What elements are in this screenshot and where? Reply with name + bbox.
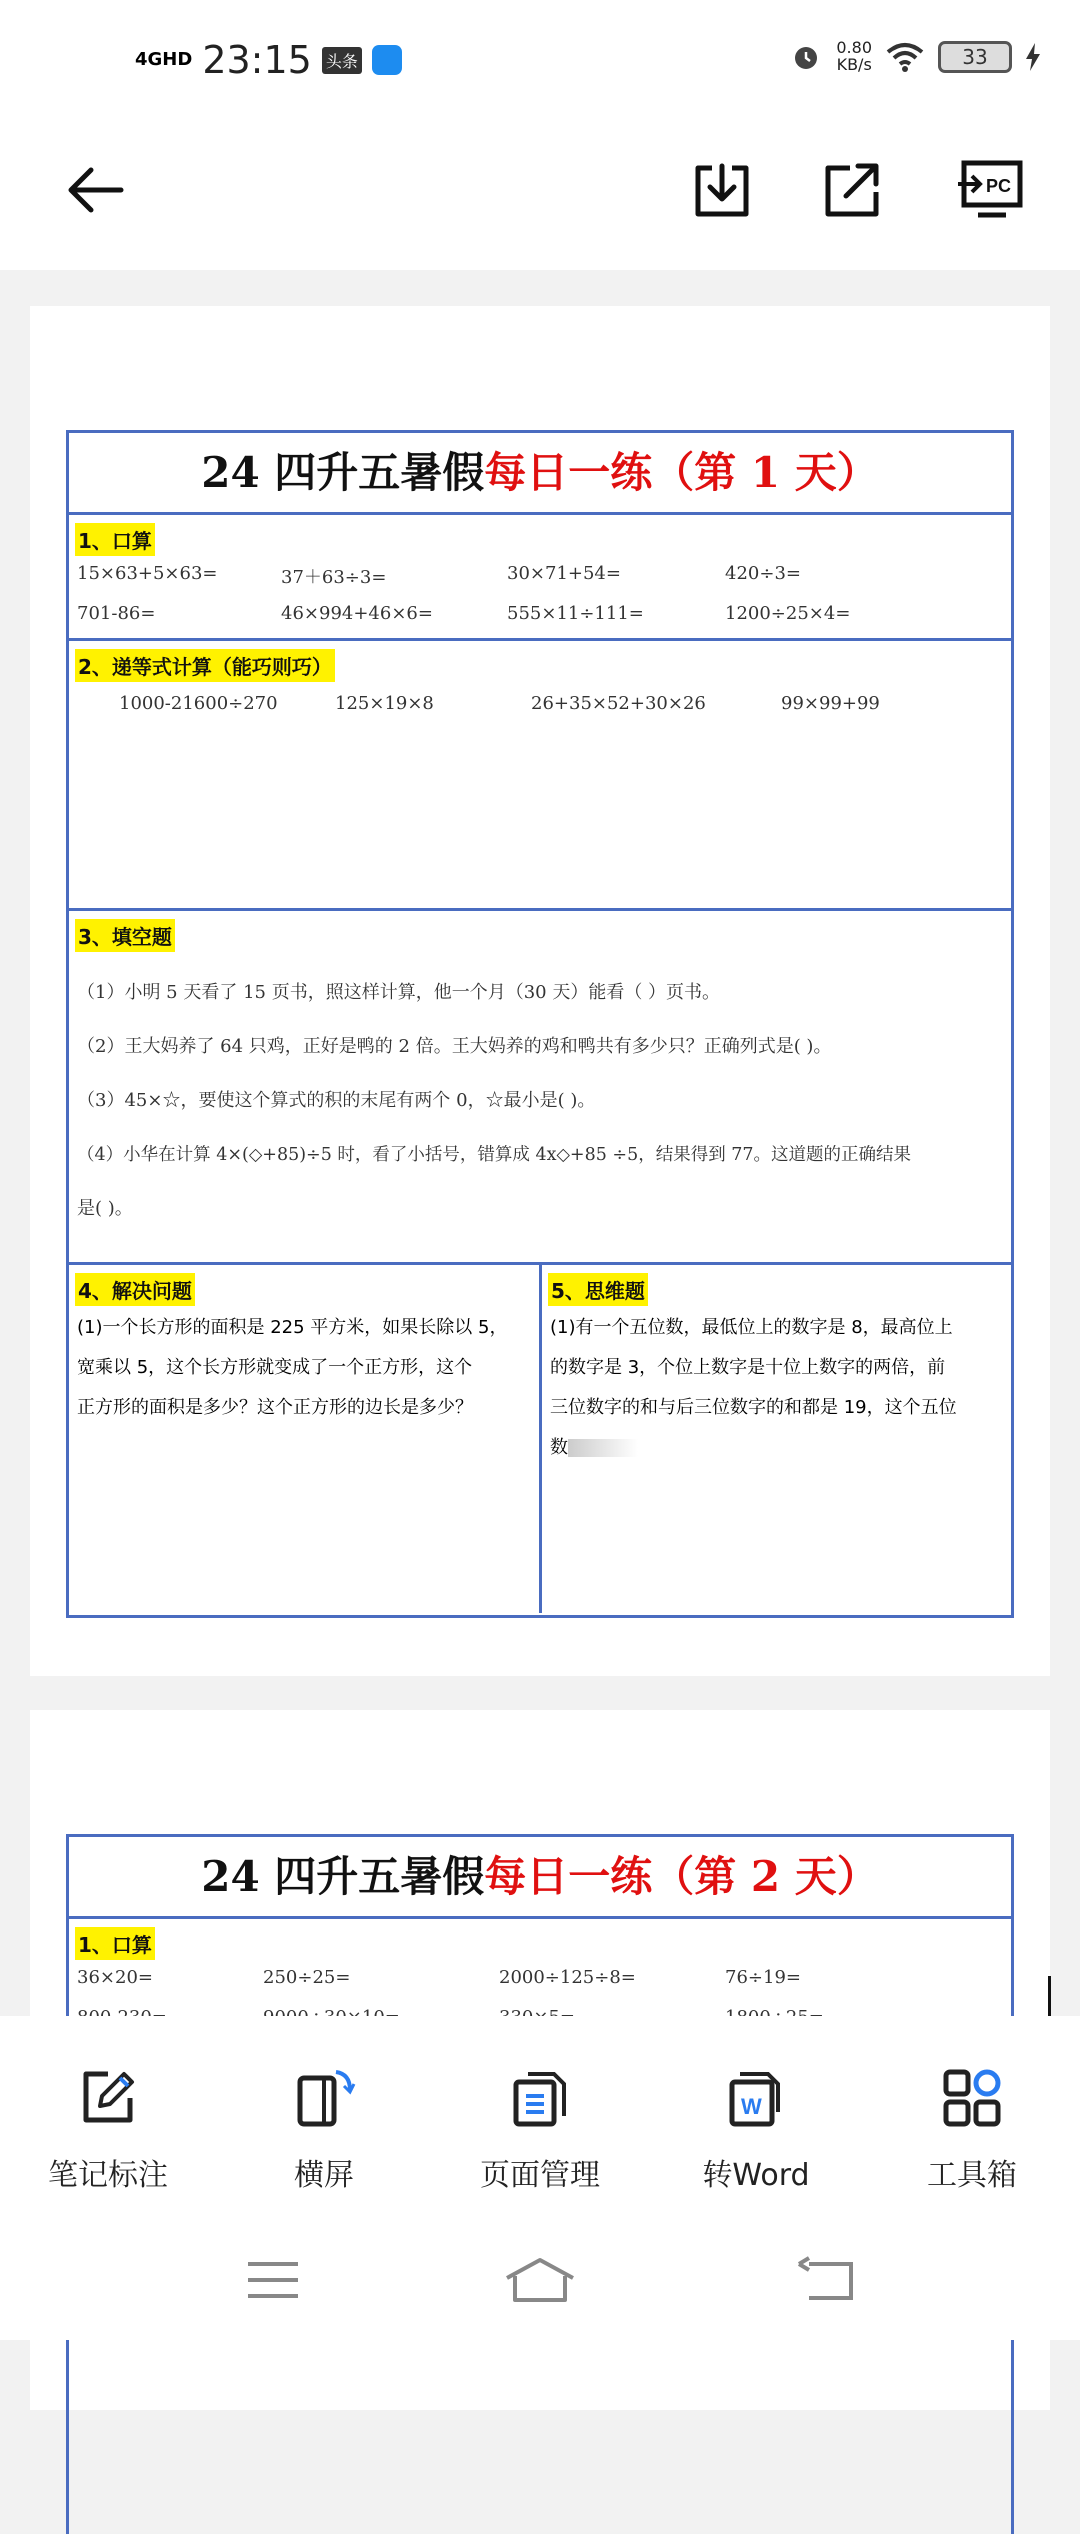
section-heading: 2、递等式计算（能巧则巧） — [75, 649, 335, 682]
problem: 76÷19= — [725, 1967, 801, 1988]
section-heading: 3、填空题 — [75, 919, 175, 952]
worksheet-title: 24 四升五暑假每日一练（第 2 天） — [69, 1837, 1011, 1919]
bottom-toolbar — [0, 2016, 1080, 2210]
svg-text:W: W — [741, 2094, 762, 2119]
app-notification-icon — [372, 45, 402, 75]
problem: 250÷25= — [263, 1967, 351, 1988]
problem-text-partial: 数 — [542, 1428, 1011, 1468]
page-manage-icon — [508, 2066, 572, 2130]
home-icon — [505, 2256, 575, 2304]
question: （3）45×☆，要使这个算式的积的末尾有两个 0，☆最小是( )。 — [77, 1090, 596, 1111]
note-edit-icon — [76, 2066, 140, 2130]
problem: 1000-21600÷270 — [119, 693, 278, 714]
document-page-1 — [30, 306, 1050, 1676]
share-button[interactable] — [812, 150, 892, 230]
section-thinking — [542, 1265, 1011, 1613]
question: （2）王大妈养了 64 只鸡，正好是鸭的 2 倍。王大妈养的鸡和鸭共有多少只？正确列式是( )。 — [77, 1036, 832, 1057]
network-indicator: 4GHD — [135, 49, 193, 70]
alarm-icon — [790, 41, 822, 73]
question: （1）小明 5 天看了 15 页书，照这样计算，他一个月（30 天）能看（ ）页书。 — [77, 982, 721, 1003]
section-step-calculation — [69, 641, 1011, 911]
question-continued: 是( )。 — [77, 1198, 133, 1219]
nav-back-icon — [795, 2258, 855, 2302]
toolbox-button[interactable] — [864, 2016, 1080, 2210]
charging-icon — [1026, 43, 1040, 71]
section-word-problem — [69, 1265, 542, 1613]
section-heading: 4、解决问题 — [75, 1273, 195, 1306]
section-mental-math — [69, 515, 1011, 641]
toolbar-label: 工具箱 — [927, 2158, 1017, 2193]
back-button[interactable] — [55, 150, 135, 230]
toolbar-label: 页面管理 — [480, 2158, 600, 2193]
wifi-icon — [886, 42, 924, 72]
problem: 420÷3= — [725, 563, 801, 584]
net-speed: 0.80 KB/s — [836, 38, 872, 74]
pc-cast-icon — [956, 159, 1024, 221]
section-heading: 1、口算 — [75, 523, 155, 556]
worksheet-day-1 — [66, 430, 1014, 1618]
problem: 15×63+5×63= — [77, 563, 218, 584]
home-button[interactable] — [505, 2255, 575, 2305]
question: （4）小华在计算 4×(◇+85)÷5 时，看了小括号，错算成 4x◇+85 ÷5，结果得到 77。这道题的正确结果 — [77, 1145, 912, 1165]
problem-text: 三位数字的和与后三位数字的和都是 19，这个五位 — [550, 1397, 957, 1418]
share-icon — [822, 160, 882, 220]
app-header — [0, 120, 1080, 270]
problem: 30×71+54= — [507, 563, 621, 584]
problem: 46×994+46×6= — [281, 603, 433, 624]
section-fill-in — [69, 911, 1011, 1265]
battery-indicator: 33 — [938, 41, 1012, 73]
problem-text: 宽乘以 5，这个长方形就变成了一个正方形，这个 — [77, 1357, 473, 1378]
recent-apps-button[interactable] — [238, 2255, 308, 2305]
back-arrow-icon — [65, 165, 125, 215]
problem: 125×19×8 — [335, 693, 434, 714]
problem: 99×99+99 — [781, 693, 880, 714]
system-nav-bar — [0, 2210, 1080, 2340]
toolbar-label: 横屏 — [294, 2158, 354, 2193]
download-button[interactable] — [682, 150, 762, 230]
send-to-pc-button[interactable] — [945, 150, 1035, 230]
problem-text: (1)有一个五位数，最低位上的数字是 8，最高位上 — [550, 1317, 953, 1338]
document-viewer[interactable] — [0, 270, 1080, 2016]
section-heading: 1、口算 — [75, 1927, 155, 1960]
convert-word-button[interactable] — [648, 2016, 864, 2210]
problem: 1200÷25×4= — [725, 603, 851, 624]
toutiao-notification-icon: 头条 — [322, 47, 362, 74]
problem: 26+35×52+30×26 — [531, 693, 706, 714]
problem: 2000÷125÷8= — [499, 1967, 636, 1988]
problem: 37＋63÷3= — [281, 567, 387, 588]
landscape-button[interactable] — [216, 2016, 432, 2210]
download-icon — [692, 160, 752, 220]
problem-text: 正方形的面积是多少？这个正方形的边长是多少？ — [77, 1397, 473, 1418]
convert-word-icon — [724, 2066, 788, 2130]
note-annotate-button[interactable] — [0, 2016, 216, 2210]
page-manage-button[interactable] — [432, 2016, 648, 2210]
section-row-problems — [69, 1265, 1011, 1613]
problem: 555×11÷111= — [507, 603, 644, 624]
menu-icon — [246, 2260, 300, 2300]
problem-text: 的数字是 3，个位上数字是十位上数字的两倍，前 — [550, 1357, 946, 1378]
clock: 23:15 — [202, 38, 312, 82]
nav-back-button[interactable] — [790, 2255, 860, 2305]
section-heading: 5、思维题 — [548, 1273, 648, 1306]
toolbar-label: 笔记标注 — [48, 2158, 168, 2193]
problem: 701-86= — [77, 603, 156, 624]
problem: 36×20= — [77, 1967, 153, 1988]
worksheet-title: 24 四升五暑假每日一练（第 1 天） — [69, 433, 1011, 515]
landscape-rotate-icon — [292, 2066, 356, 2130]
toolbox-grid-icon — [940, 2066, 1004, 2130]
problem-text: (1)一个长方形的面积是 225 平方米，如果长除以 5， — [77, 1317, 508, 1338]
status-bar — [0, 0, 1080, 120]
toolbar-label: 转Word — [702, 2158, 810, 2193]
svg-text:PC: PC — [986, 176, 1012, 196]
